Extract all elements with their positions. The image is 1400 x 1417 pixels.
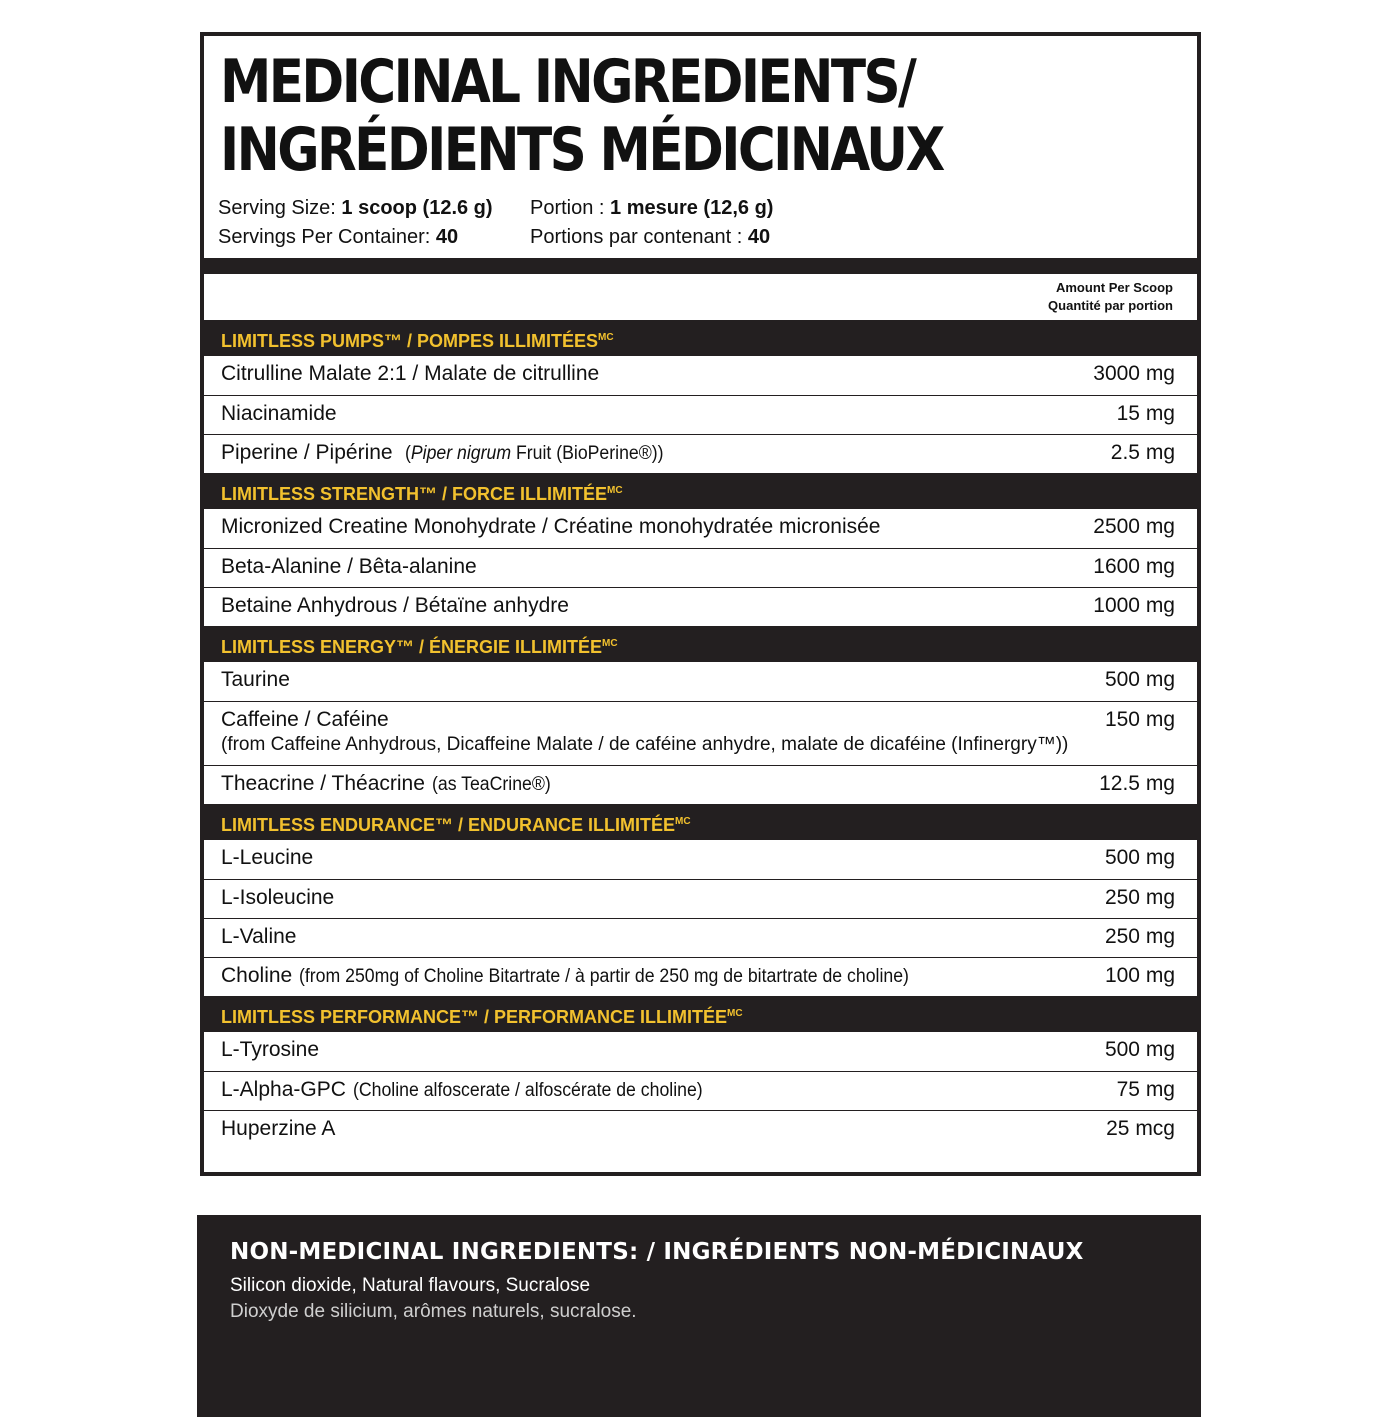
ingredient-name: [221, 772, 560, 796]
ingredient-amount: 25 mcg: [1106, 1117, 1175, 1140]
section-title: LIMITLESS PERFORMANCE™ / PERFORMANCE ILLIMITÉE: [221, 1007, 728, 1027]
ingredient-name: [221, 886, 334, 910]
ingredient-amount: 500 mg: [1104, 668, 1175, 691]
ingredient-amount: 75 mg: [1116, 1078, 1175, 1101]
ingredient-row: [204, 509, 1197, 548]
ingredient-row: [204, 395, 1197, 434]
ingredient-label: Taurine: [221, 668, 290, 691]
ingredient-amount: 100 mg: [1104, 964, 1175, 987]
ingredient-row: [204, 356, 1197, 395]
ingredient-label: Citrulline Malate 2:1 / Malate de citrulline: [221, 362, 600, 385]
ingredient-amount: 500 mg: [1104, 1038, 1175, 1061]
section-title: LIMITLESS ENERGY™ / ÉNERGIE ILLIMITÉE: [221, 637, 603, 657]
ingredient-name: [221, 1078, 729, 1102]
section-header: [204, 473, 1197, 509]
ingredient-row: [204, 587, 1197, 626]
section-header: [204, 996, 1197, 1032]
note-open: (: [404, 443, 411, 464]
ingredient-name: [221, 964, 955, 988]
ingredient-row: [204, 918, 1197, 957]
ingredient-label: L-Tyrosine: [221, 1038, 320, 1061]
ingredient-amount: 500 mg: [1104, 846, 1175, 869]
serving-size-value: 1 scoop (12.6 g): [341, 197, 493, 219]
ingredient-note: (Choline alfoscerate / alfoscérate de choline): [352, 1080, 703, 1101]
ingredient-name: [221, 925, 297, 949]
ingredient-row: [204, 879, 1197, 918]
amount-header-fr: Quantité par portion: [1048, 298, 1173, 313]
ingredient-row: [204, 662, 1197, 701]
ingredient-row: [204, 1110, 1197, 1152]
ingredient-row: [204, 701, 1197, 765]
amount-header-en: Amount Per Scoop: [1055, 280, 1173, 295]
ingredient-label: Theacrine / Théacrine: [221, 772, 425, 795]
ingredient-name: [221, 515, 881, 539]
ingredient-note: [405, 443, 664, 465]
portion-value: 1 mesure (12,6 g): [610, 197, 774, 219]
ingredient-label: Caffeine / Caféine: [221, 708, 389, 731]
ingredient-amount: 1000 mg: [1093, 594, 1175, 617]
section-header: [204, 804, 1197, 840]
ingredient-name: [221, 1117, 335, 1141]
ingredient-name: [221, 1038, 319, 1062]
ingredient-label: Niacinamide: [221, 402, 337, 425]
ingredient-row: [204, 548, 1197, 587]
panel-title: [220, 48, 943, 184]
ingredient-label: L-Leucine: [221, 846, 314, 869]
ingredient-row: [204, 765, 1197, 804]
ingredient-name: [221, 555, 477, 579]
title-line-1: MEDICINAL INGREDIENTS/: [220, 47, 915, 117]
ingredient-subnote: (from Caffeine Anhydrous, Dicaffeine Malate / de caféine anhydre, malate de dicaféine (Infinergry™)): [221, 734, 1069, 755]
portions-label: Portions par contenant :: [530, 226, 743, 248]
ingredient-name: [221, 846, 313, 870]
ingredient-amount: 15 mg: [1116, 402, 1175, 425]
ingredient-label: Choline: [221, 964, 293, 987]
ingredient-label: L-Alpha-GPC: [221, 1078, 346, 1101]
medicinal-ingredients-panel: [200, 32, 1201, 1176]
section-mark: MC: [602, 638, 618, 649]
ingredient-note: (as TeaCrine®): [431, 774, 551, 795]
non-medicinal-list-en: Silicon dioxide, Natural flavours, Sucralose: [230, 1275, 591, 1296]
ingredient-label: Betaine Anhydrous / Bétaïne anhydre: [221, 594, 569, 617]
header-divider: [204, 258, 1197, 274]
section-title: LIMITLESS PUMPS™ / POMPES ILLIMITÉES: [221, 331, 599, 351]
title-line-2: INGRÉDIENTS MÉDICINAUX: [220, 115, 943, 185]
section-mark: MC: [607, 485, 623, 496]
serving-info-en: [218, 194, 493, 252]
ingredient-amount: 3000 mg: [1093, 362, 1175, 385]
ingredient-label: Beta-Alanine / Bêta-alanine: [221, 555, 477, 578]
section-title: LIMITLESS STRENGTH™ / FORCE ILLIMITÉE: [221, 484, 607, 504]
serving-info-fr: [530, 194, 773, 252]
note-italic: Piper nigrum: [410, 443, 511, 464]
ingredient-label: Piperine / Pipérine: [221, 441, 393, 464]
note-text: Fruit (BioPerine®)): [510, 443, 664, 464]
portion-label: Portion :: [530, 197, 605, 219]
non-medicinal-panel: [197, 1215, 1201, 1417]
ingredient-name: [221, 594, 569, 618]
ingredient-row: [204, 1071, 1197, 1110]
amount-header: [1048, 279, 1173, 315]
ingredient-amount: 250 mg: [1104, 925, 1175, 948]
ingredient-row: [204, 957, 1197, 996]
section-mark: MC: [675, 816, 691, 827]
section-title: LIMITLESS ENDURANCE™ / ENDURANCE ILLIMITÉE: [221, 815, 676, 835]
ingredient-row: [204, 434, 1197, 473]
ingredient-amount: 12.5 mg: [1099, 772, 1175, 795]
servings-per-container-value: 40: [435, 226, 459, 248]
ingredient-row: [204, 840, 1197, 879]
section-mark: MC: [727, 1008, 743, 1019]
ingredient-label: L-Valine: [221, 925, 297, 948]
ingredient-amount: 2500 mg: [1093, 515, 1175, 538]
non-medicinal-title: NON-MEDICINAL INGREDIENTS: / INGRÉDIENTS NON-MÉDICINAUX: [230, 1239, 1084, 1265]
servings-per-container-label: Servings Per Container:: [218, 226, 431, 248]
ingredient-note: (from 250mg of Choline Bitartrate / à partir de 250 mg de bitartrate de choline): [299, 966, 910, 987]
section-header: [204, 626, 1197, 662]
ingredient-label: L-Isoleucine: [221, 886, 335, 909]
section-header: [204, 320, 1197, 356]
ingredient-amount: 150 mg: [1104, 708, 1175, 731]
portions-value: 40: [747, 226, 771, 248]
ingredient-name: [221, 362, 599, 386]
non-medicinal-list-fr: Dioxyde de silicium, arômes naturels, sucralose.: [230, 1301, 637, 1322]
ingredient-name: [221, 402, 337, 426]
ingredient-amount: 2.5 mg: [1110, 441, 1175, 464]
section-mark: MC: [598, 332, 614, 343]
ingredient-name: [221, 668, 290, 692]
ingredient-name: [221, 708, 389, 732]
ingredient-label: Micronized Creatine Monohydrate / Créatine monohydratée micronisée: [221, 515, 881, 538]
ingredient-amount: 250 mg: [1104, 886, 1175, 909]
ingredient-label: Huperzine A: [221, 1117, 336, 1140]
ingredient-name: [221, 441, 683, 465]
ingredient-amount: 1600 mg: [1093, 555, 1175, 578]
ingredient-row: [204, 1032, 1197, 1071]
serving-size-label: Serving Size:: [218, 197, 336, 219]
